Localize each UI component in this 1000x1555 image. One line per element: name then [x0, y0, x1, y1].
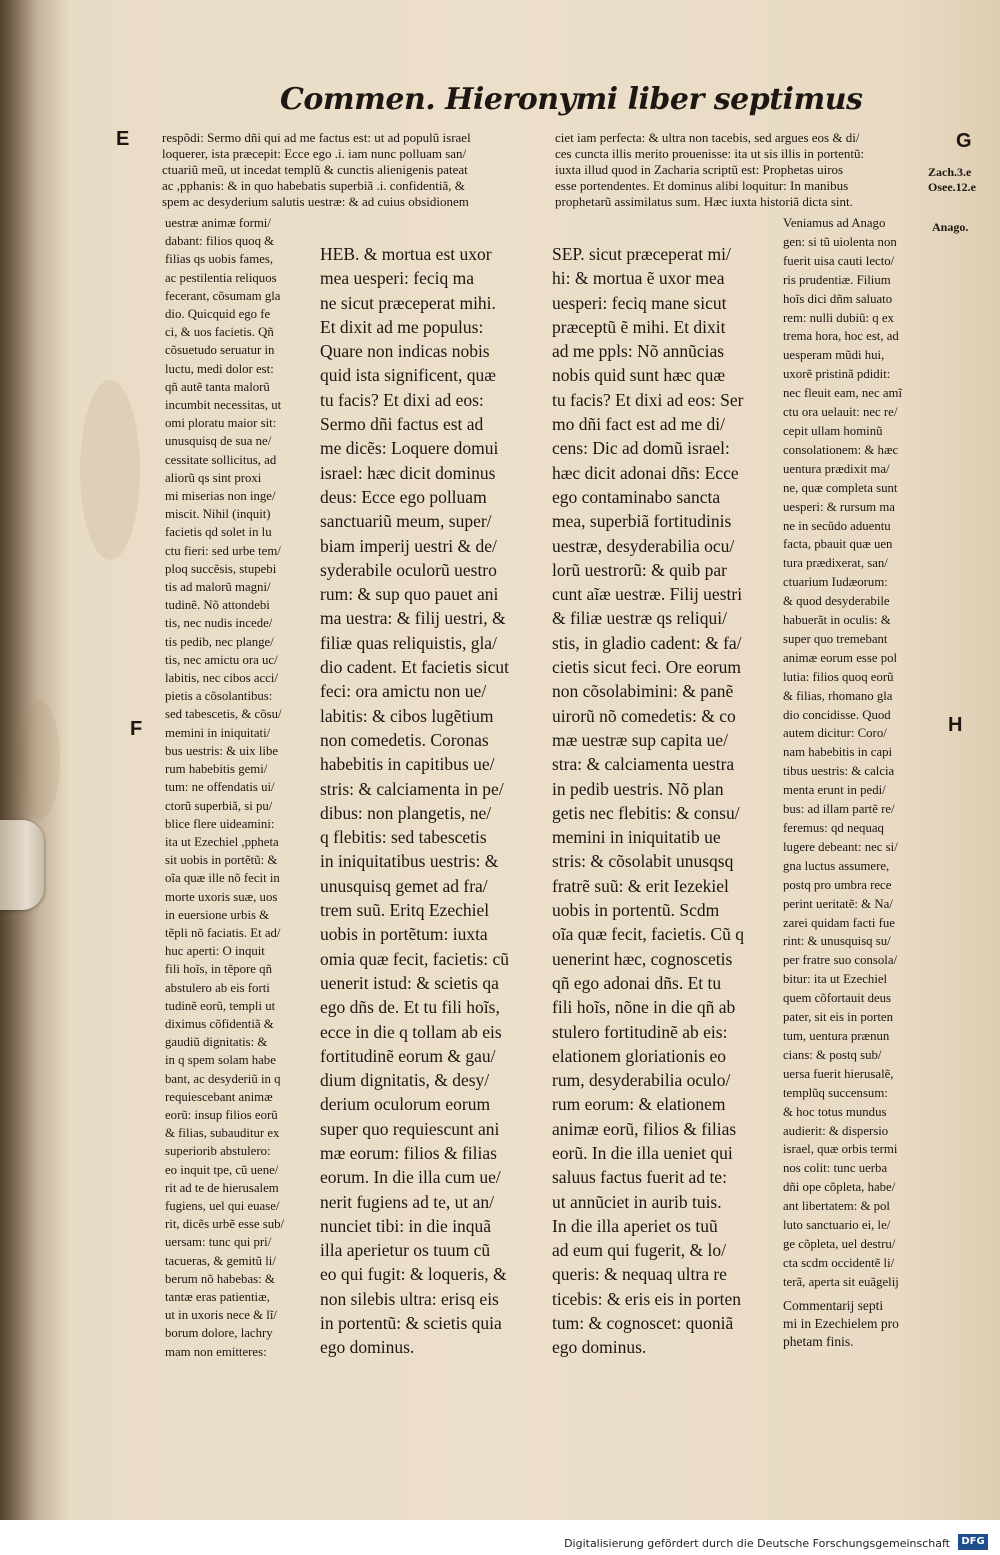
- section-letter-f: F: [130, 718, 143, 740]
- right-commentary-column: Veniamus ad Anago gen: si tũ uiolenta non fuerit uisa cauti lecto/ ris prudentiæ. Filium hoĩs dici dñm saluato rem: nulli dubiũ: q ex trema hora, hoc est, ad uesperam mũdi hui, uxorẽ pristinã pdidit: nec fleuit eam, nec amĩ ctu ora uelauit: nec re/ cepit ullam hominũ consolationem: & hæc uentura prædixit ma/ ne, quæ completa sunt uesperi: & rursum ma ne in secũdo aduentu facta, pbauit quæ uen tura prædixerat, san/ ctuarium Iudæorum: & quod desyderabile habuerãt in oculis: & super quo tremebant animæ eorum esse pol lutia: filios quoq eorũ & filias, rhomano gla dio concidisse. Quod autem dicitur: Coro/ nam habebitis in capi tibus uestris: & calcia menta erunt in pedi/ bus: ad illam partẽ re/ feremus: qd nequaq lugere debeant: nec si/ gna luctus assumere, postq pro umbra rece perint ueritatẽ: & Na/ zarei quidam facti fue rint: & unusquisq su/ per fratre suo consola/ bitur: ita ut Ezechiel quem cõfortauit deus pater, sit eis in porten tum, uentura prænun cians: & postq sub/ uersa fuerit hierusalẽ, templũq succensum: & hoc totus mundus audierit: & dispersio israel, quæ orbis termi nos colit: tunc uerba dñi ope cõpleta, habe/ ant libertatem: & pol luto sanctuario ei, le/ ge cõpleta, uel destru/ cta scdm occidentẽ li/ terã, aperta sit euãgelij: [783, 216, 903, 1289]
- dfg-logo: DFG: [958, 1534, 988, 1550]
- top-left-commentary: respõdi: Sermo dñi qui ad me factus est: ut ad populũ israel loquerer, ista præcepit: Ecce ego .i. iam nunc polluam san/ ctuariũ meũ, ut incedat templũ & cunctis alienigenis pateat ac ,pphanis: & in quo habebatis superbiã .i. confidentiã, & spem ac desyderium salutis uestræ: & ad cuius obsidionem: [162, 130, 471, 209]
- colophon: Commentarij septi mi in Ezechielem pro phetam finis.: [783, 1298, 899, 1349]
- page-clip: [0, 820, 44, 910]
- running-header: Commen. Hieronymi liber septimus: [280, 82, 863, 117]
- margin-note-zach: Zach.3.e: [928, 165, 972, 179]
- section-letter-e: E: [116, 128, 130, 150]
- margin-note-anago: Anago.: [932, 220, 969, 234]
- section-letter-g: G: [956, 130, 972, 152]
- paper-stain: [80, 380, 140, 560]
- hebrew-text-column: HEB. & mortua est uxor mea uesperi: feciq ma ne sicut præceperat mihi. Et dixit ad me populus: Quare non indicas nobis quid ista significent, quæ tu facis? Et dixi ad eos: Sermo dñi factus est ad me dicẽs: Loquere domui israel: hæc dicit dominus deus: Ecce ego polluam sanctuariũ meum, super/ biam imperij uestri & de/ syderabile oculorũ uestro rum: & sup quo pauet ani ma uestra: & filij uestri, & filiæ quas reliquistis, gla/ dio cadent. Et facietis sicut feci: ora amictu non ue/ labitis: & cibos lugẽtium non comedetis. Coronas habebitis in capitibus ue/ stris: & calciamenta in pe/ dibus: non plangetis, ne/ q flebitis: sed tabescetis in iniquitatibus uestris: & unusquisq gemet ad fra/ trem suũ. Eritq Ezechiel uobis in portẽtum: iuxta omia quæ fecit, facietis: cũ uenerit istud: & scietis qa ego dñs de. Et tu fili hoĩs, ecce in die q tollam ab eis fortitudinẽ eorum & gau/ dium dignitatis, & desy/ derium oculorum eorum super quo requiescunt ani mæ eorum: filios & filias eorum. In die illa cum ue/ nerit fugiens ad te, ut an/ nunciet tibi: in die inquã illa aperietur os tuum cũ eo qui fugit: & loqueris, & non silebis ultra: erisq eis in portentũ: & scietis quia ego dominus.: [320, 244, 510, 1358]
- margin-note-osee: Osee.12.e: [928, 180, 976, 194]
- footer-credit: Digitalisierung gefördert durch die Deutsche Forschungsgemeinschaft: [564, 1537, 950, 1550]
- septuagint-text-column: SEP. sicut præceperat mi/ hi: & mortua ẽ uxor mea uesperi: feciq mane sicut præceptũ ẽ mihi. Et dixit ad me ppls: Nõ annũcias nobis quid sunt hæc quæ tu facis? Et dixi ad eos: Ser mo dñi fact est ad me di/ cens: Dic ad domũ israel: hæc dicit adonai dñs: Ecce ego contaminabo sancta mea, superbiã fortitudinis uestræ, desyderabilia ocu/ lorũ uestrorũ: & quib par cunt aĩæ uestræ. Filij uestri & filiæ uestræ qs reliqui/ stis, in gladio cadent: & fa/ cietis sicut feci. Ore eorum non cõsolabimini: & panẽ uirorũ nõ comedetis: & co mæ uestræ sup capita ue/ stra: & calciamenta uestra in pedib uestris. Nõ plan getis nec flebitis: & consu/ memini in iniquitatib ue stris: & cõsolabit unusqsq fratrẽ suũ: & erit Iezekiel uobis in portentũ. Scdm oĩa quæ fecit, facietis. Cũ q uenerint hæc, cognoscetis qñ ego adonai dñs. Et tu fili hoĩs, nõne in die qñ ab stulero fortitudinẽ ab eis: elationem gloriationis eo rum, desyderabilia oculo/ rum eorum: & elationem animæ eorũ, filios & filias eorũ. In die illa ueniet qui saluus factus fuerit ad te: ut annũciet in aurib tuis. In die illa aperiet os tuũ ad eum qui fugerit, & lo/ queris: & nequaq ultra re ticebis: & eris eis in porten tum: & cognoscet: quoniã ego dominus.: [552, 244, 744, 1358]
- section-letter-h: H: [948, 714, 963, 736]
- left-commentary-column: uestræ animæ formi/ dabant: filios quoq & filias qs uobis fames, ac pestilentia reliquos fecerant, cõsumam gla dio. Quicquid ego fe ci, & uos facietis. Qñ cõsuetudo seruatur in luctu, medi dolor est: qñ autẽ tanta malorũ incumbit necessitas, ut omi ploratu maior sit: unusquisq de sua ne/ cessitate sollicitus, ad aliorũ qs sint proxi mi miserias non inge/ miscit. Nihil (inquit) facietis qd solet in lu ctu fieri: sed urbe tem/ ploq succẽsis, stupebi tis ad malorũ magni/ tudinẽ. Nõ attondebi tis, nec nudis incede/ tis pedib, nec plange/ tis, nec amictu ora uc/ labitis, nec cibos acci/ pietis a cõsolantibus: sed tabescetis, & cõsu/ memini in iniquitati/ bus uestris: & uix libe rum habebitis gemi/ tum: ne offendatis ui/ ctorũ superbiã, si pu/ blice flere uideamini: ita ut Ezechiel ,ppheta sit uobis in portẽtũ: & oĩa quæ ille nõ fecit in morte uxoris suæ, uos in euersione urbis & tẽpli nõ faciatis. Et ad/ huc aperti: O inquit fili hoĩs, in tẽpore qñ abstulero ab eis forti tudinẽ eorũ, templi ut diximus cõfidentiã & gaudiũ dignitatis: & in q spem solam habe bant, ac desyderiũ in q requiescebant animæ eorũ: insup filios eorũ & filias, subauditur ex superiorib abstulero: eo inquit tpe, cũ uene/ rit ad te de hierusalem fugiens, uel qui euase/ rit, dicẽs urbẽ esse sub/ uersam: tunc qui pri/ tacueras, & gemitũ li/ berum nõ habebas: & tantæ eras patientiæ, ut in uxoris nece & lĩ/ borum dolore, lachry mam non emitteres:: [165, 216, 285, 1359]
- top-right-commentary: ciet iam perfecta: & ultra non tacebis, sed argues eos & di/ ces cuncta illis merito prouenisse: ita ut sis illis in portentũ: iuxta illud quod in Zacharia scriptũ est: Prophetas uiros esse portendentes. Et dominus alibi loquitur: In manibus prophetarũ assimilatus sum. Hæc iuxta historiã dicta sint.: [555, 130, 865, 209]
- paper-stain: [20, 700, 60, 820]
